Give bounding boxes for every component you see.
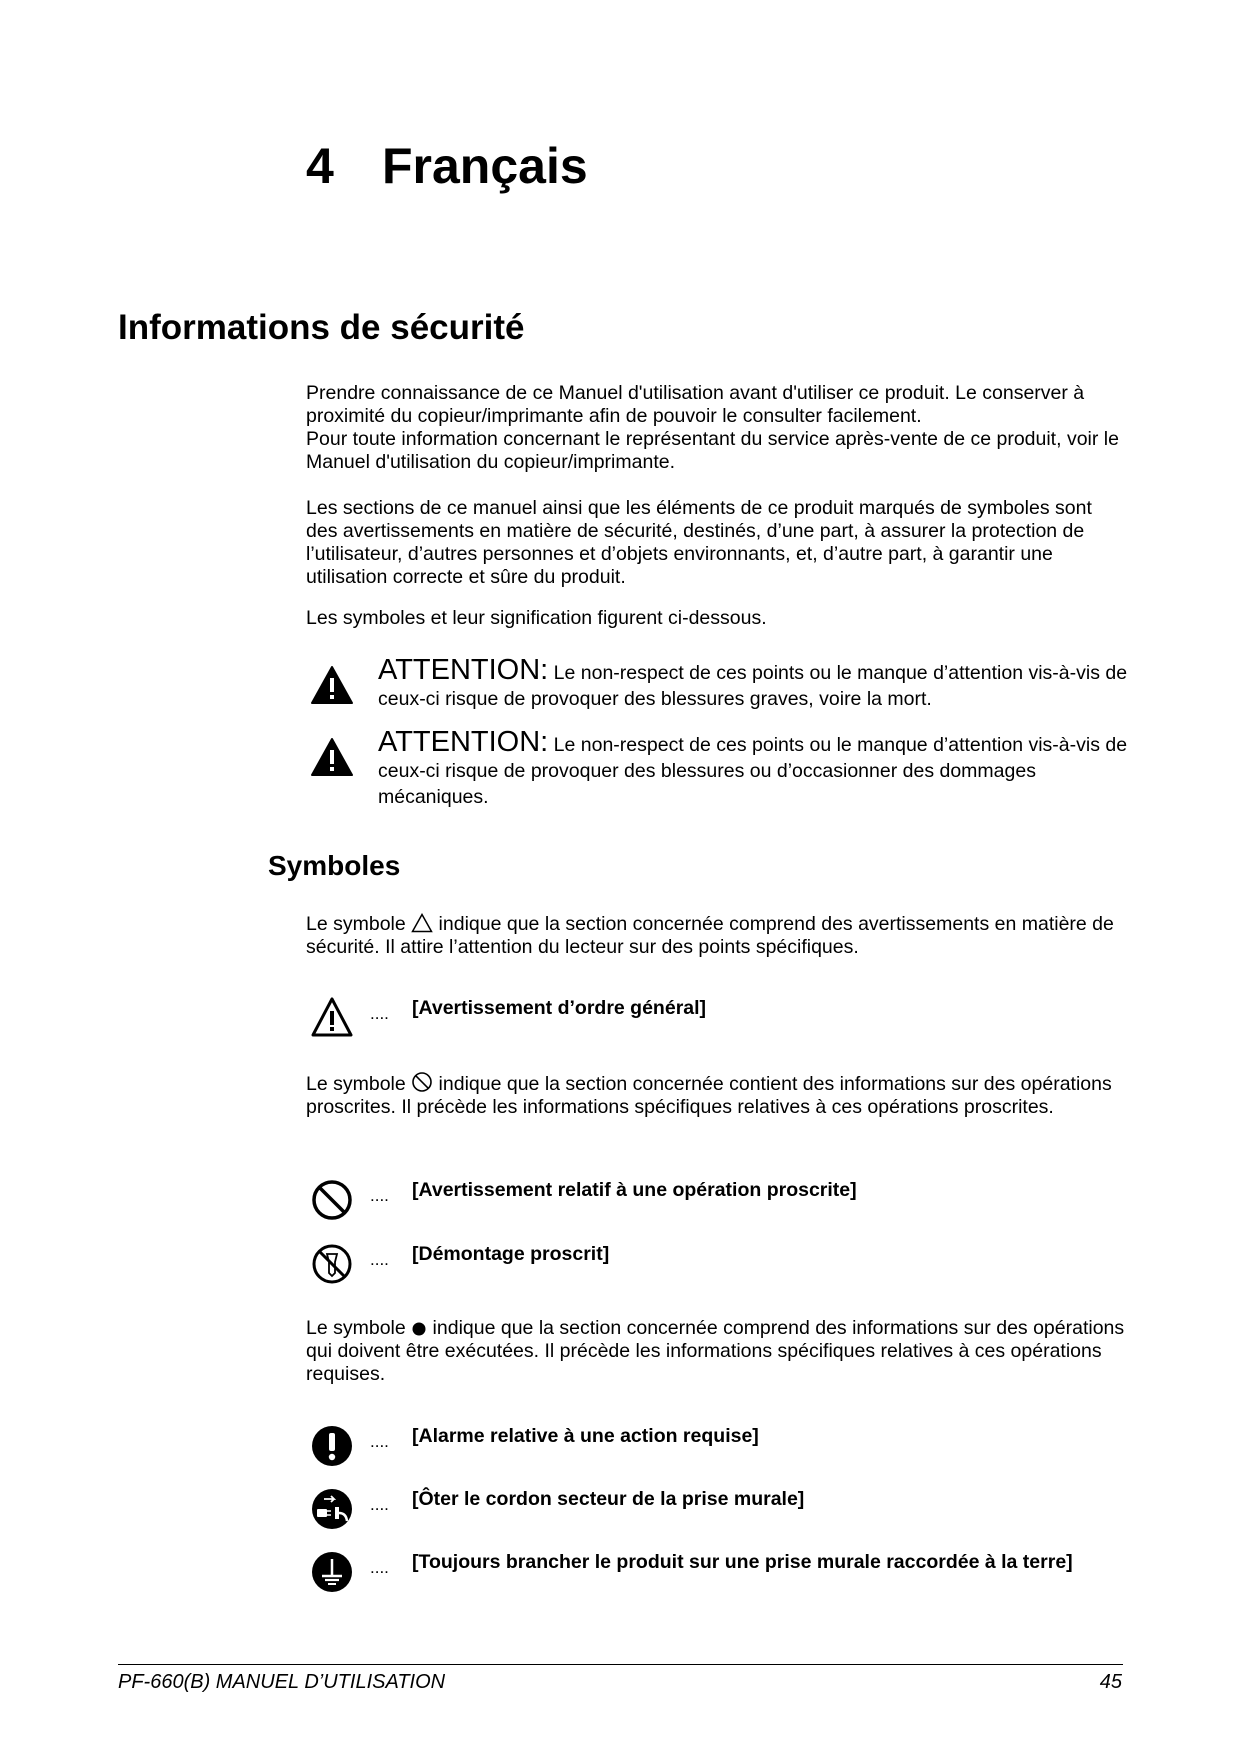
symbol-item	[310, 1487, 1130, 1531]
prohibit-small-icon	[411, 1071, 433, 1093]
warning-text	[378, 727, 1138, 810]
intro-paragraph-4: Les symboles et leur signification figurent ci-dessous.	[306, 607, 767, 629]
chapter-heading	[306, 136, 588, 196]
symbol-label: [Toujours brancher le produit sur une prise murale raccordée à la terre]	[412, 1551, 1073, 1573]
symbol-item	[310, 996, 1130, 1040]
leader-dots: ....	[370, 1186, 389, 1205]
leader-dots: ....	[370, 1558, 389, 1577]
intro-block-3	[306, 607, 1126, 630]
intro-block-1	[306, 382, 1126, 474]
page-number: 45	[1099, 1671, 1122, 1693]
symbol-label: [Démontage proscrit]	[412, 1243, 610, 1265]
prohibited-operation-icon	[310, 1178, 354, 1222]
leader-dots: ....	[370, 1495, 389, 1514]
prohibit-symbol-paragraph	[306, 1071, 1126, 1119]
text: indique que la section concernée comprend des avertissements en matière de sécurité. Il attire l’attention du lecteur sur des points spécifiques.	[306, 913, 1114, 958]
text: Le symbole	[306, 1317, 412, 1339]
triangle-symbol-paragraph	[306, 913, 1126, 959]
symbol-item	[310, 1550, 1130, 1594]
general-warning-icon	[310, 996, 354, 1040]
chapter-number: 4	[306, 138, 334, 194]
text: Le symbole	[306, 913, 412, 935]
symbol-item	[310, 1242, 1130, 1286]
warning-description: Le non-respect de ces points ou le manque d’attention vis-à-vis de ceux-ci risque de provoquer des blessures graves, voire la mort.	[378, 662, 1128, 710]
filled-dot-icon	[411, 1321, 427, 1337]
warning-label: ATTENTION:	[378, 654, 549, 686]
text: indique que la section concernée comprend des informations sur des opérations qui doivent être exécutées. Il précède les informations spécifiques relatives à ces opérations requises.	[306, 1317, 1125, 1385]
required-action-icon	[310, 1424, 354, 1468]
intro-paragraph-1: Prendre connaissance de ce Manuel d'utilisation avant d'utiliser ce produit. Le conserver à proximité du copieur/imprimante afin de pouvoir le consulter facilement.	[306, 382, 1085, 427]
intro-block-2	[306, 497, 1126, 589]
symbol-label: [Ôter le cordon secteur de la prise murale]	[412, 1488, 805, 1510]
dot-symbol-paragraph	[306, 1317, 1126, 1386]
symbol-item	[310, 1178, 1130, 1222]
warning-row	[306, 727, 1136, 811]
intro-paragraph-3: Les sections de ce manuel ainsi que les éléments de ce produit marqués de symboles sont des avertissements en matière de sécurité, destinés, d’une part, à assurer la protection de l’utilisateur, d’autres personnes et d’objets environnants, et, d’autre part, à garantir une utilisation correcte et sûre du produit.	[306, 497, 1092, 588]
intro-paragraph-2: Pour toute information concernant le représentant du service après-vente de ce produit, voir le Manuel d'utilisation du copieur/imprimante.	[306, 428, 1119, 473]
warning-text	[378, 655, 1138, 712]
symbols-title: Symboles	[268, 850, 401, 881]
ground-connection-icon	[310, 1550, 354, 1594]
symbol-label: [Alarme relative à une action requise]	[412, 1425, 759, 1447]
section-title: Informations de sécurité	[118, 308, 525, 347]
warning-description: Le non-respect de ces points ou le manque d’attention vis-à-vis de ceux-ci risque de provoquer des blessures ou d’occasionner des dommages mécaniques.	[378, 734, 1128, 808]
symbol-item	[310, 1424, 1130, 1468]
leader-dots: ....	[370, 1432, 389, 1451]
leader-dots: ....	[370, 1004, 389, 1023]
symbol-label: [Avertissement d’ordre général]	[412, 997, 707, 1019]
text: indique que la section concernée contient des informations sur des opérations proscrites. Il précède les informations spécifiques relatives à ces opérations proscrites.	[306, 1073, 1112, 1118]
text: Le symbole	[306, 1073, 412, 1095]
footer-manual-title: PF-660(B) MANUEL D’UTILISATION	[118, 1671, 446, 1693]
warning-filled-triangle-icon	[310, 665, 354, 705]
unplug-power-cord-icon	[310, 1487, 354, 1531]
symbol-label: [Avertissement relatif à une opération proscrite]	[412, 1179, 857, 1201]
warning-label: ATTENTION:	[378, 726, 549, 758]
warning-row	[306, 655, 1136, 715]
chapter-title: Français	[382, 138, 588, 194]
footer-divider	[118, 1664, 1123, 1665]
leader-dots: ....	[370, 1250, 389, 1269]
no-disassembly-icon	[310, 1242, 354, 1286]
caution-filled-triangle-icon	[310, 737, 354, 777]
outline-triangle-icon	[411, 913, 433, 933]
